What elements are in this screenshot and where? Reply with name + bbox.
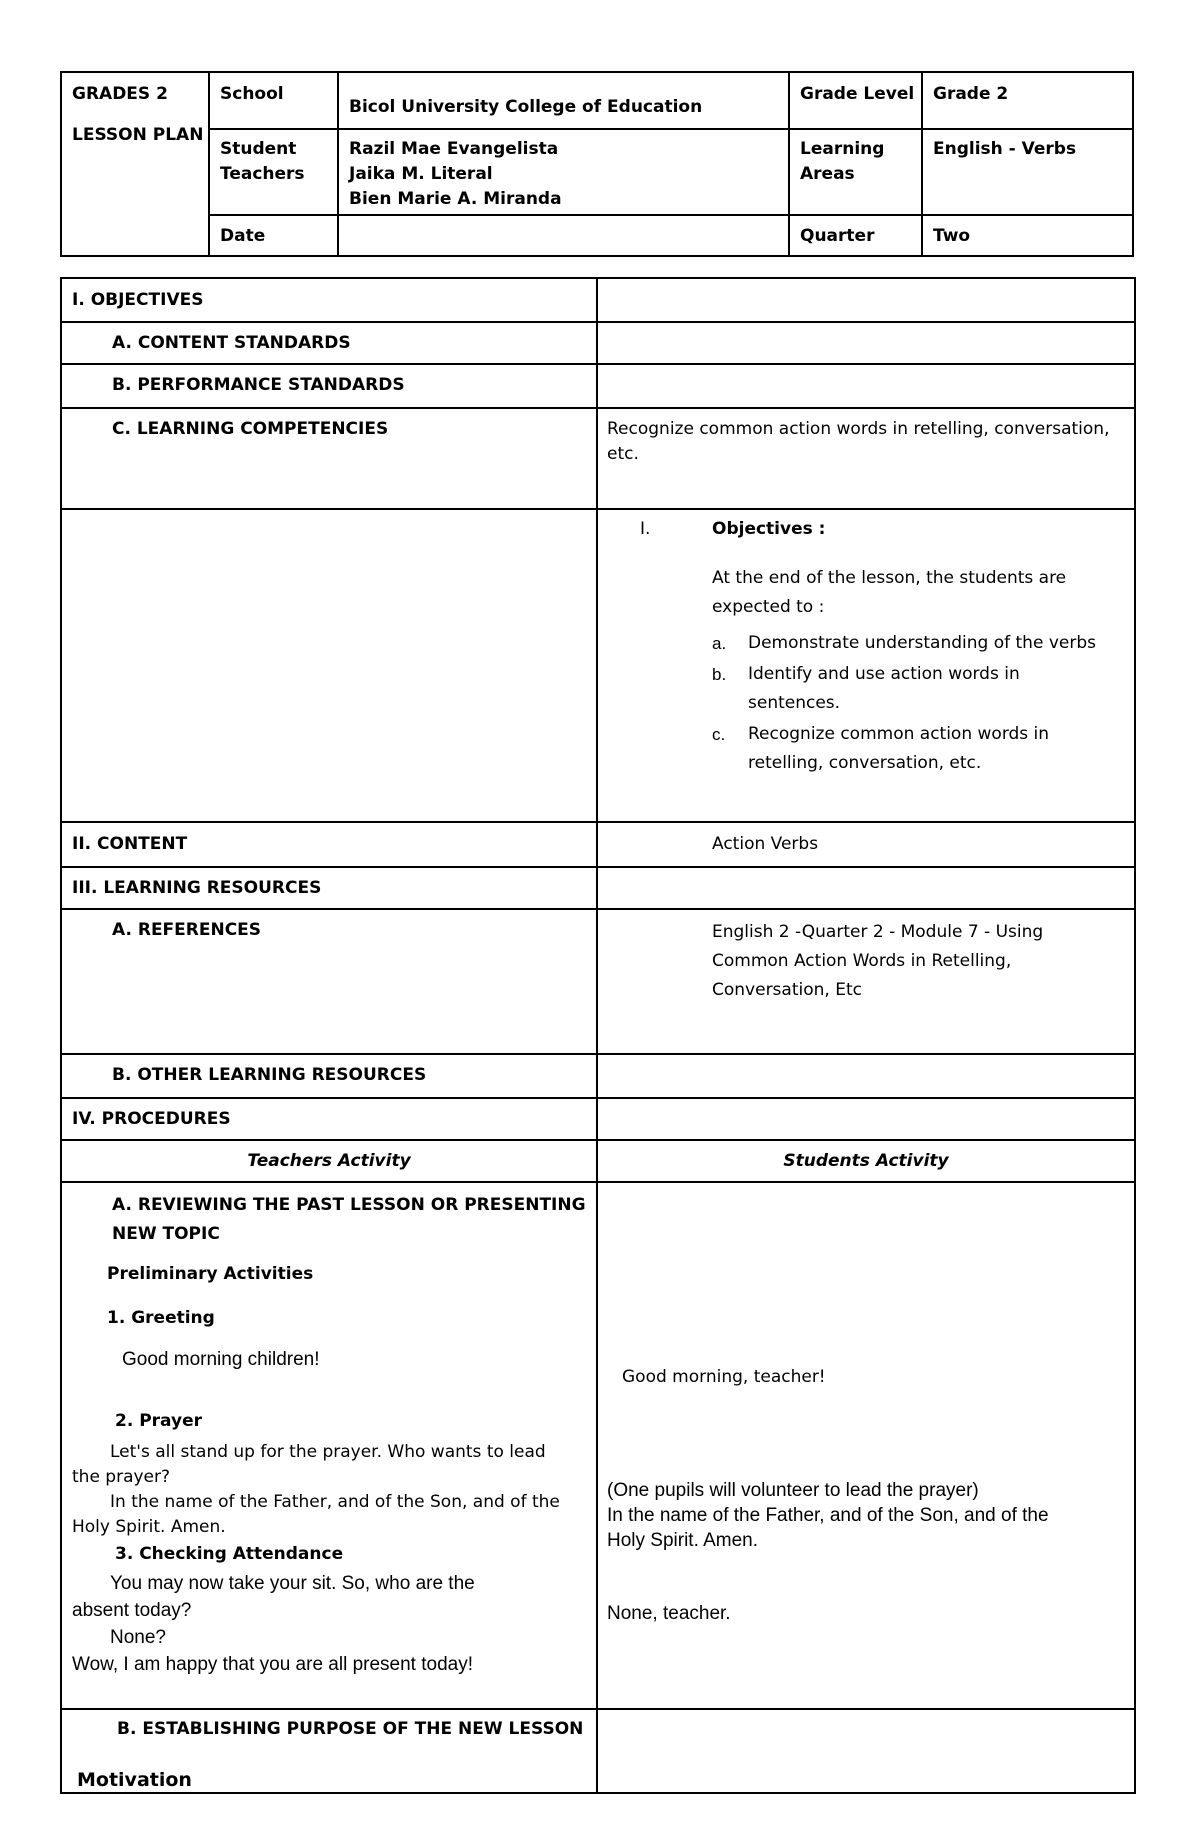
quarter-value: Two [933, 226, 971, 246]
preliminary-activities-label: Preliminary Activities [107, 1264, 314, 1284]
reviewing-heading [112, 1191, 586, 1249]
objectives-list [712, 629, 1096, 778]
school-value: Bicol University College of Education [349, 97, 703, 117]
objectives-intro-line-2: expected to : [712, 597, 825, 617]
date-label: Date [220, 226, 266, 246]
lesson-plan-title [72, 82, 203, 148]
prayer-student-text [607, 1478, 1049, 1553]
references-value [712, 918, 1043, 1005]
objective-text: Recognize common action words in [748, 724, 1050, 744]
attendance-label: 3. Checking Attendance [115, 1544, 344, 1564]
grade-level-value: Grade 2 [933, 84, 1009, 104]
student-teachers-label [220, 137, 305, 187]
objectives-title: Objectives : [712, 519, 826, 539]
student-teachers-label-line-2: Teachers [220, 164, 305, 184]
attendance-teacher-text [72, 1570, 475, 1678]
school-label: School [220, 84, 284, 104]
prayer-teacher-line: Let's all stand up for the prayer. Who wants to lead [110, 1442, 546, 1462]
motivation-label: Motivation [77, 1769, 192, 1791]
learning-resources-heading: III. LEARNING RESOURCES [72, 878, 322, 898]
learning-areas-label [800, 137, 884, 187]
objective-item [712, 629, 1096, 658]
prayer-label: 2. Prayer [115, 1411, 202, 1431]
attendance-teacher-line: Wow, I am happy that you are all present today! [72, 1654, 473, 1675]
objective-text: Demonstrate understanding of the verbs [748, 633, 1096, 653]
reviewing-line-2: NEW TOPIC [112, 1224, 220, 1244]
prayer-teacher-text [72, 1440, 560, 1540]
references-line-1: English 2 -Quarter 2 - Module 7 - Using [712, 922, 1044, 942]
greeting-teacher-line: Good morning children! [122, 1349, 320, 1370]
objective-text: Identify and use action words in [748, 664, 1020, 684]
establishing-purpose-heading: B. ESTABLISHING PURPOSE OF THE NEW LESSON [117, 1719, 584, 1739]
objective-letter: c. [712, 725, 726, 744]
objective-letter: a. [712, 634, 727, 653]
prayer-student-line: Holy Spirit. Amen. [607, 1530, 758, 1551]
attendance-teacher-line: None? [110, 1627, 166, 1648]
prayer-teacher-line: Holy Spirit. Amen. [72, 1517, 226, 1537]
learning-areas-value: English - Verbs [933, 139, 1077, 159]
teacher-name: Bien Marie A. Miranda [349, 189, 562, 209]
objective-item [712, 720, 1096, 778]
greeting-label: 1. Greeting [107, 1308, 215, 1328]
attendance-teacher-line: You may now take your sit. So, who are the [110, 1573, 475, 1594]
learning-competencies-line-2: etc. [607, 444, 639, 464]
learning-competencies-label: C. LEARNING COMPETENCIES [112, 419, 389, 439]
header-table [60, 71, 1134, 257]
prayer-student-line: (One pupils will volunteer to lead the prayer) [607, 1480, 979, 1501]
learning-competencies-line-1: Recognize common action words in retelling, conversation, [607, 419, 1110, 439]
prayer-teacher-line: the prayer? [72, 1467, 171, 1487]
teachers-activity-header: Teachers Activity [247, 1151, 411, 1171]
prayer-student-line: In the name of the Father, and of the Son, and of the [607, 1505, 1049, 1526]
reviewing-line-1: A. REVIEWING THE PAST LESSON OR PRESENTING [112, 1195, 586, 1215]
title-line-1: GRADES 2 [72, 84, 168, 104]
references-line-3: Conversation, Etc [712, 980, 862, 1000]
objectives-heading: I. OBJECTIVES [72, 290, 204, 310]
title-line-2: LESSON PLAN [72, 125, 204, 145]
content-standards-label: A. CONTENT STANDARDS [112, 333, 351, 353]
references-label: A. REFERENCES [112, 920, 262, 940]
objective-item [712, 660, 1096, 718]
objectives-numeral: I. [640, 519, 651, 539]
objective-letter: b. [712, 665, 727, 684]
objective-text: retelling, conversation, etc. [748, 753, 982, 773]
objectives-intro [712, 564, 1066, 622]
objective-text: sentences. [748, 693, 841, 713]
objectives-intro-line-1: At the end of the lesson, the students are [712, 568, 1067, 588]
grade-level-label: Grade Level [800, 84, 915, 104]
learning-areas-label-line-2: Areas [800, 164, 855, 184]
student-teachers-label-line-1: Student [220, 139, 297, 159]
other-resources-label: B. OTHER LEARNING RESOURCES [112, 1065, 427, 1085]
performance-standards-label: B. PERFORMANCE STANDARDS [112, 375, 405, 395]
prayer-teacher-line: In the name of the Father, and of the Son, and of the [110, 1492, 560, 1512]
students-activity-header: Students Activity [783, 1151, 949, 1171]
student-teachers-list [349, 137, 562, 212]
greeting-student-line: Good morning, teacher! [622, 1367, 826, 1387]
procedures-heading: IV. PROCEDURES [72, 1109, 231, 1129]
teacher-name: Jaika M. Literal [349, 164, 493, 184]
content-value: Action Verbs [712, 834, 819, 854]
quarter-label: Quarter [800, 226, 875, 246]
references-line-2: Common Action Words in Retelling, [712, 951, 1012, 971]
learning-competencies-value [607, 417, 1109, 467]
lesson-plan-table [60, 277, 1136, 1794]
attendance-teacher-line: absent today? [72, 1600, 192, 1621]
attendance-student-line: None, teacher. [607, 1603, 731, 1624]
learning-areas-label-line-1: Learning [800, 139, 885, 159]
teacher-name: Razil Mae Evangelista [349, 139, 559, 159]
content-heading: II. CONTENT [72, 834, 188, 854]
